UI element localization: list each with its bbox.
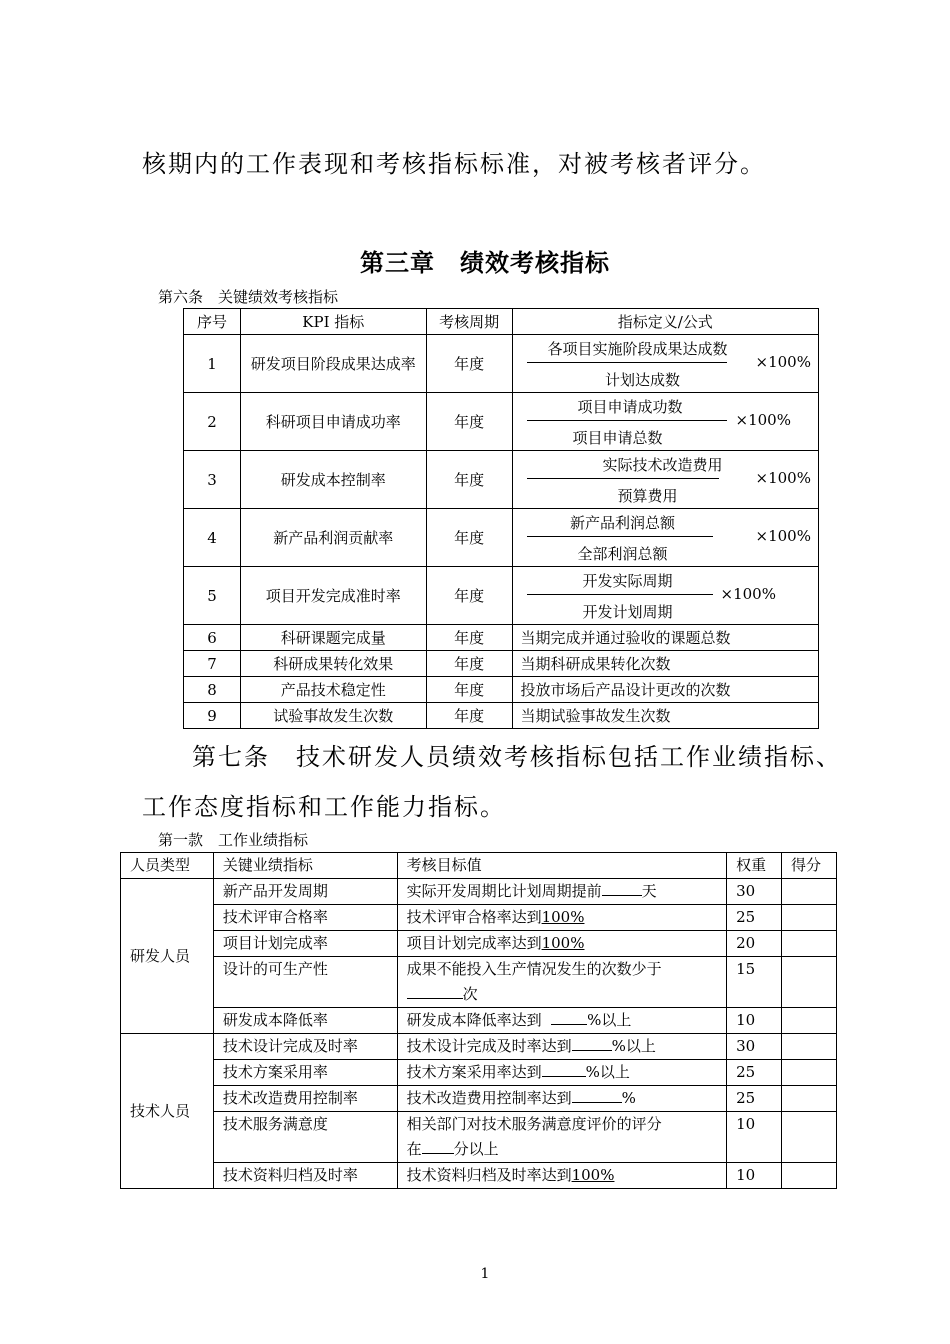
formula-denominator: 全部利润总额 [577,544,668,563]
target-text: 技术改造费用控制率达到 [406,1089,572,1107]
formula-factor: ×100% [720,584,776,603]
perf-header-indicator: 关键业绩指标 [213,853,397,879]
kpi-definition: 当期试验事故发生次数 [512,703,819,729]
formula-denominator: 项目申请总数 [572,428,663,447]
kpi-formula [512,335,819,393]
intro-line: 核期内的工作表现和考核指标标准，对被考核者评分。 [142,150,766,178]
kpi-no: 8 [184,677,241,703]
fill-blank [551,1010,587,1025]
fraction-line [527,362,727,363]
score-cell[interactable] [782,1034,837,1060]
kpi-name: 试验事故发生次数 [240,703,426,729]
fill-blank [572,1036,612,1051]
table-row [121,1060,837,1086]
target-suffix: 次 [462,985,478,1003]
kpi-period: 年度 [426,335,512,393]
score-cell[interactable] [782,1060,837,1086]
kpi-no: 9 [184,703,241,729]
table-row [121,1163,837,1189]
article6-title: 第六条 关键绩效考核指标 [158,288,339,306]
formula-denominator: 计划达成数 [604,370,680,389]
score-cell[interactable] [782,905,837,931]
kpi-header-name: KPI 指标 [240,309,426,335]
performance-table [120,852,837,1189]
formula-numerator: 各项目实施阶段成果达成数 [547,339,728,358]
kpi-name: 科研项目申请成功率 [240,393,426,451]
target-text: 技术评审合格率达到 [406,908,542,926]
formula-factor: ×100% [755,352,811,371]
kpi-period: 年度 [426,703,512,729]
kpi-definition: 当期完成并通过验收的课题总数 [512,625,819,651]
target-suffix: %以上 [611,1037,656,1055]
target-text: 技术资料归档及时率达到 [406,1166,572,1184]
target [397,1163,727,1189]
score-cell[interactable] [782,1163,837,1189]
indicator: 设计的可生产性 [213,957,397,1008]
kpi-header-definition: 指标定义/公式 [512,309,819,335]
fill-blank [542,1062,586,1077]
table-row [184,651,819,677]
target-text: 项目计划完成率达到 [406,934,542,952]
kpi-definition: 当期科研成果转化次数 [512,651,819,677]
fill-blank [572,1088,622,1103]
target-value: 100% [541,934,585,952]
formula-numerator: 开发实际周期 [582,571,673,590]
weight: 30 [727,879,782,905]
score-cell[interactable] [782,1086,837,1112]
score-cell[interactable] [782,1112,837,1163]
target-text: 成果不能投入生产情况发生的次数少于 [406,960,662,978]
kpi-name: 研发项目阶段成果达成率 [240,335,426,393]
score-cell[interactable] [782,931,837,957]
indicator: 技术改造费用控制率 [213,1086,397,1112]
table-row [121,931,837,957]
kpi-formula [512,393,819,451]
table-row [121,879,837,905]
article7-line2: 工作态度指标和工作能力指标。 [142,793,506,821]
kpi-no: 2 [184,393,241,451]
formula-denominator: 开发计划周期 [582,602,673,621]
target-suffix: 分以上 [453,1140,499,1158]
fraction-line [527,536,713,537]
table-row [184,451,819,509]
target-suffix: % [621,1089,636,1107]
target [397,879,727,905]
target-text: 实际开发周期比计划周期提前 [406,882,602,900]
formula-numerator: 实际技术改造费用 [602,455,723,474]
target [397,1060,727,1086]
perf-header-target: 考核目标值 [397,853,727,879]
table-row [184,625,819,651]
kpi-definition: 投放市场后产品设计更改的次数 [512,677,819,703]
score-cell[interactable] [782,879,837,905]
kpi-no: 7 [184,651,241,677]
section1-title: 第一款 工作业绩指标 [158,831,309,849]
kpi-period: 年度 [426,509,512,567]
kpi-name: 项目开发完成准时率 [240,567,426,625]
weight: 25 [727,1086,782,1112]
chapter-title: 第三章 绩效考核指标 [360,249,610,277]
kpi-no: 5 [184,567,241,625]
kpi-header-period: 考核周期 [426,309,512,335]
table-row [121,1086,837,1112]
indicator: 技术方案采用率 [213,1060,397,1086]
kpi-no: 4 [184,509,241,567]
table-row [184,567,819,625]
staff-type: 研发人员 [121,879,214,1034]
target [397,1112,727,1163]
kpi-period: 年度 [426,677,512,703]
table-row [184,335,819,393]
target-suffix: %以上 [587,1011,632,1029]
formula-numerator: 项目申请成功数 [577,397,683,416]
kpi-no: 3 [184,451,241,509]
weight: 20 [727,931,782,957]
table-row [121,1112,837,1163]
target-text: 技术方案采用率达到 [406,1063,542,1081]
formula-factor: ×100% [735,410,791,429]
target [397,905,727,931]
kpi-name: 科研成果转化效果 [240,651,426,677]
kpi-name: 新产品利润贡献率 [240,509,426,567]
indicator: 技术资料归档及时率 [213,1163,397,1189]
table-row [121,1008,837,1034]
staff-type: 技术人员 [121,1034,214,1189]
target [397,1086,727,1112]
score-cell[interactable] [782,957,837,1008]
kpi-name: 科研课题完成量 [240,625,426,651]
table-row [184,393,819,451]
kpi-formula [512,451,819,509]
indicator: 技术评审合格率 [213,905,397,931]
score-cell[interactable] [782,1008,837,1034]
perf-header-score: 得分 [782,853,837,879]
perf-header-type: 人员类型 [121,853,214,879]
target-text: 相关部门对技术服务满意度评价的评分 [406,1115,662,1133]
table-row [121,1034,837,1060]
target-prefix: 在 [406,1140,422,1158]
table-row [184,677,819,703]
kpi-name: 产品技术稳定性 [240,677,426,703]
fill-blank [422,1139,454,1154]
kpi-period: 年度 [426,451,512,509]
indicator: 新产品开发周期 [213,879,397,905]
target-text: 研发成本降低率达到 [406,1011,542,1029]
kpi-table [183,308,819,729]
kpi-no: 6 [184,625,241,651]
table-row [121,957,837,1008]
kpi-no: 1 [184,335,241,393]
kpi-formula [512,567,819,625]
table-row [184,509,819,567]
weight: 15 [727,957,782,1008]
indicator: 技术服务满意度 [213,1112,397,1163]
kpi-period: 年度 [426,625,512,651]
weight: 10 [727,1112,782,1163]
table-row [184,703,819,729]
weight: 10 [727,1163,782,1189]
indicator: 项目计划完成率 [213,931,397,957]
formula-denominator: 预算费用 [617,486,678,505]
perf-header-weight: 权重 [727,853,782,879]
page-number: 1 [480,1266,490,1282]
formula-factor: ×100% [755,526,811,545]
target [397,957,727,1008]
kpi-period: 年度 [426,567,512,625]
target [397,1034,727,1060]
target-text: 技术设计完成及时率达到 [406,1037,572,1055]
weight: 30 [727,1034,782,1060]
fraction-line [527,420,727,421]
target-value: 100% [571,1166,615,1184]
fraction-line [527,594,713,595]
kpi-period: 年度 [426,393,512,451]
weight: 25 [727,1060,782,1086]
fill-blank [602,881,642,896]
target-suffix: %以上 [585,1063,630,1081]
kpi-header-no: 序号 [184,309,241,335]
target-suffix: 天 [641,882,657,900]
fraction-line [527,478,719,479]
weight: 25 [727,905,782,931]
target [397,931,727,957]
table-row [121,905,837,931]
target [397,1008,727,1034]
kpi-formula [512,509,819,567]
weight: 10 [727,1008,782,1034]
indicator: 技术设计完成及时率 [213,1034,397,1060]
article7-line1: 第七条 技术研发人员绩效考核指标包括工作业绩指标、 [192,743,842,771]
kpi-name: 研发成本控制率 [240,451,426,509]
target-value: 100% [541,908,585,926]
formula-numerator: 新产品利润总额 [569,513,675,532]
indicator: 研发成本降低率 [213,1008,397,1034]
fill-blank [407,984,463,999]
kpi-period: 年度 [426,651,512,677]
formula-factor: ×100% [755,468,811,487]
